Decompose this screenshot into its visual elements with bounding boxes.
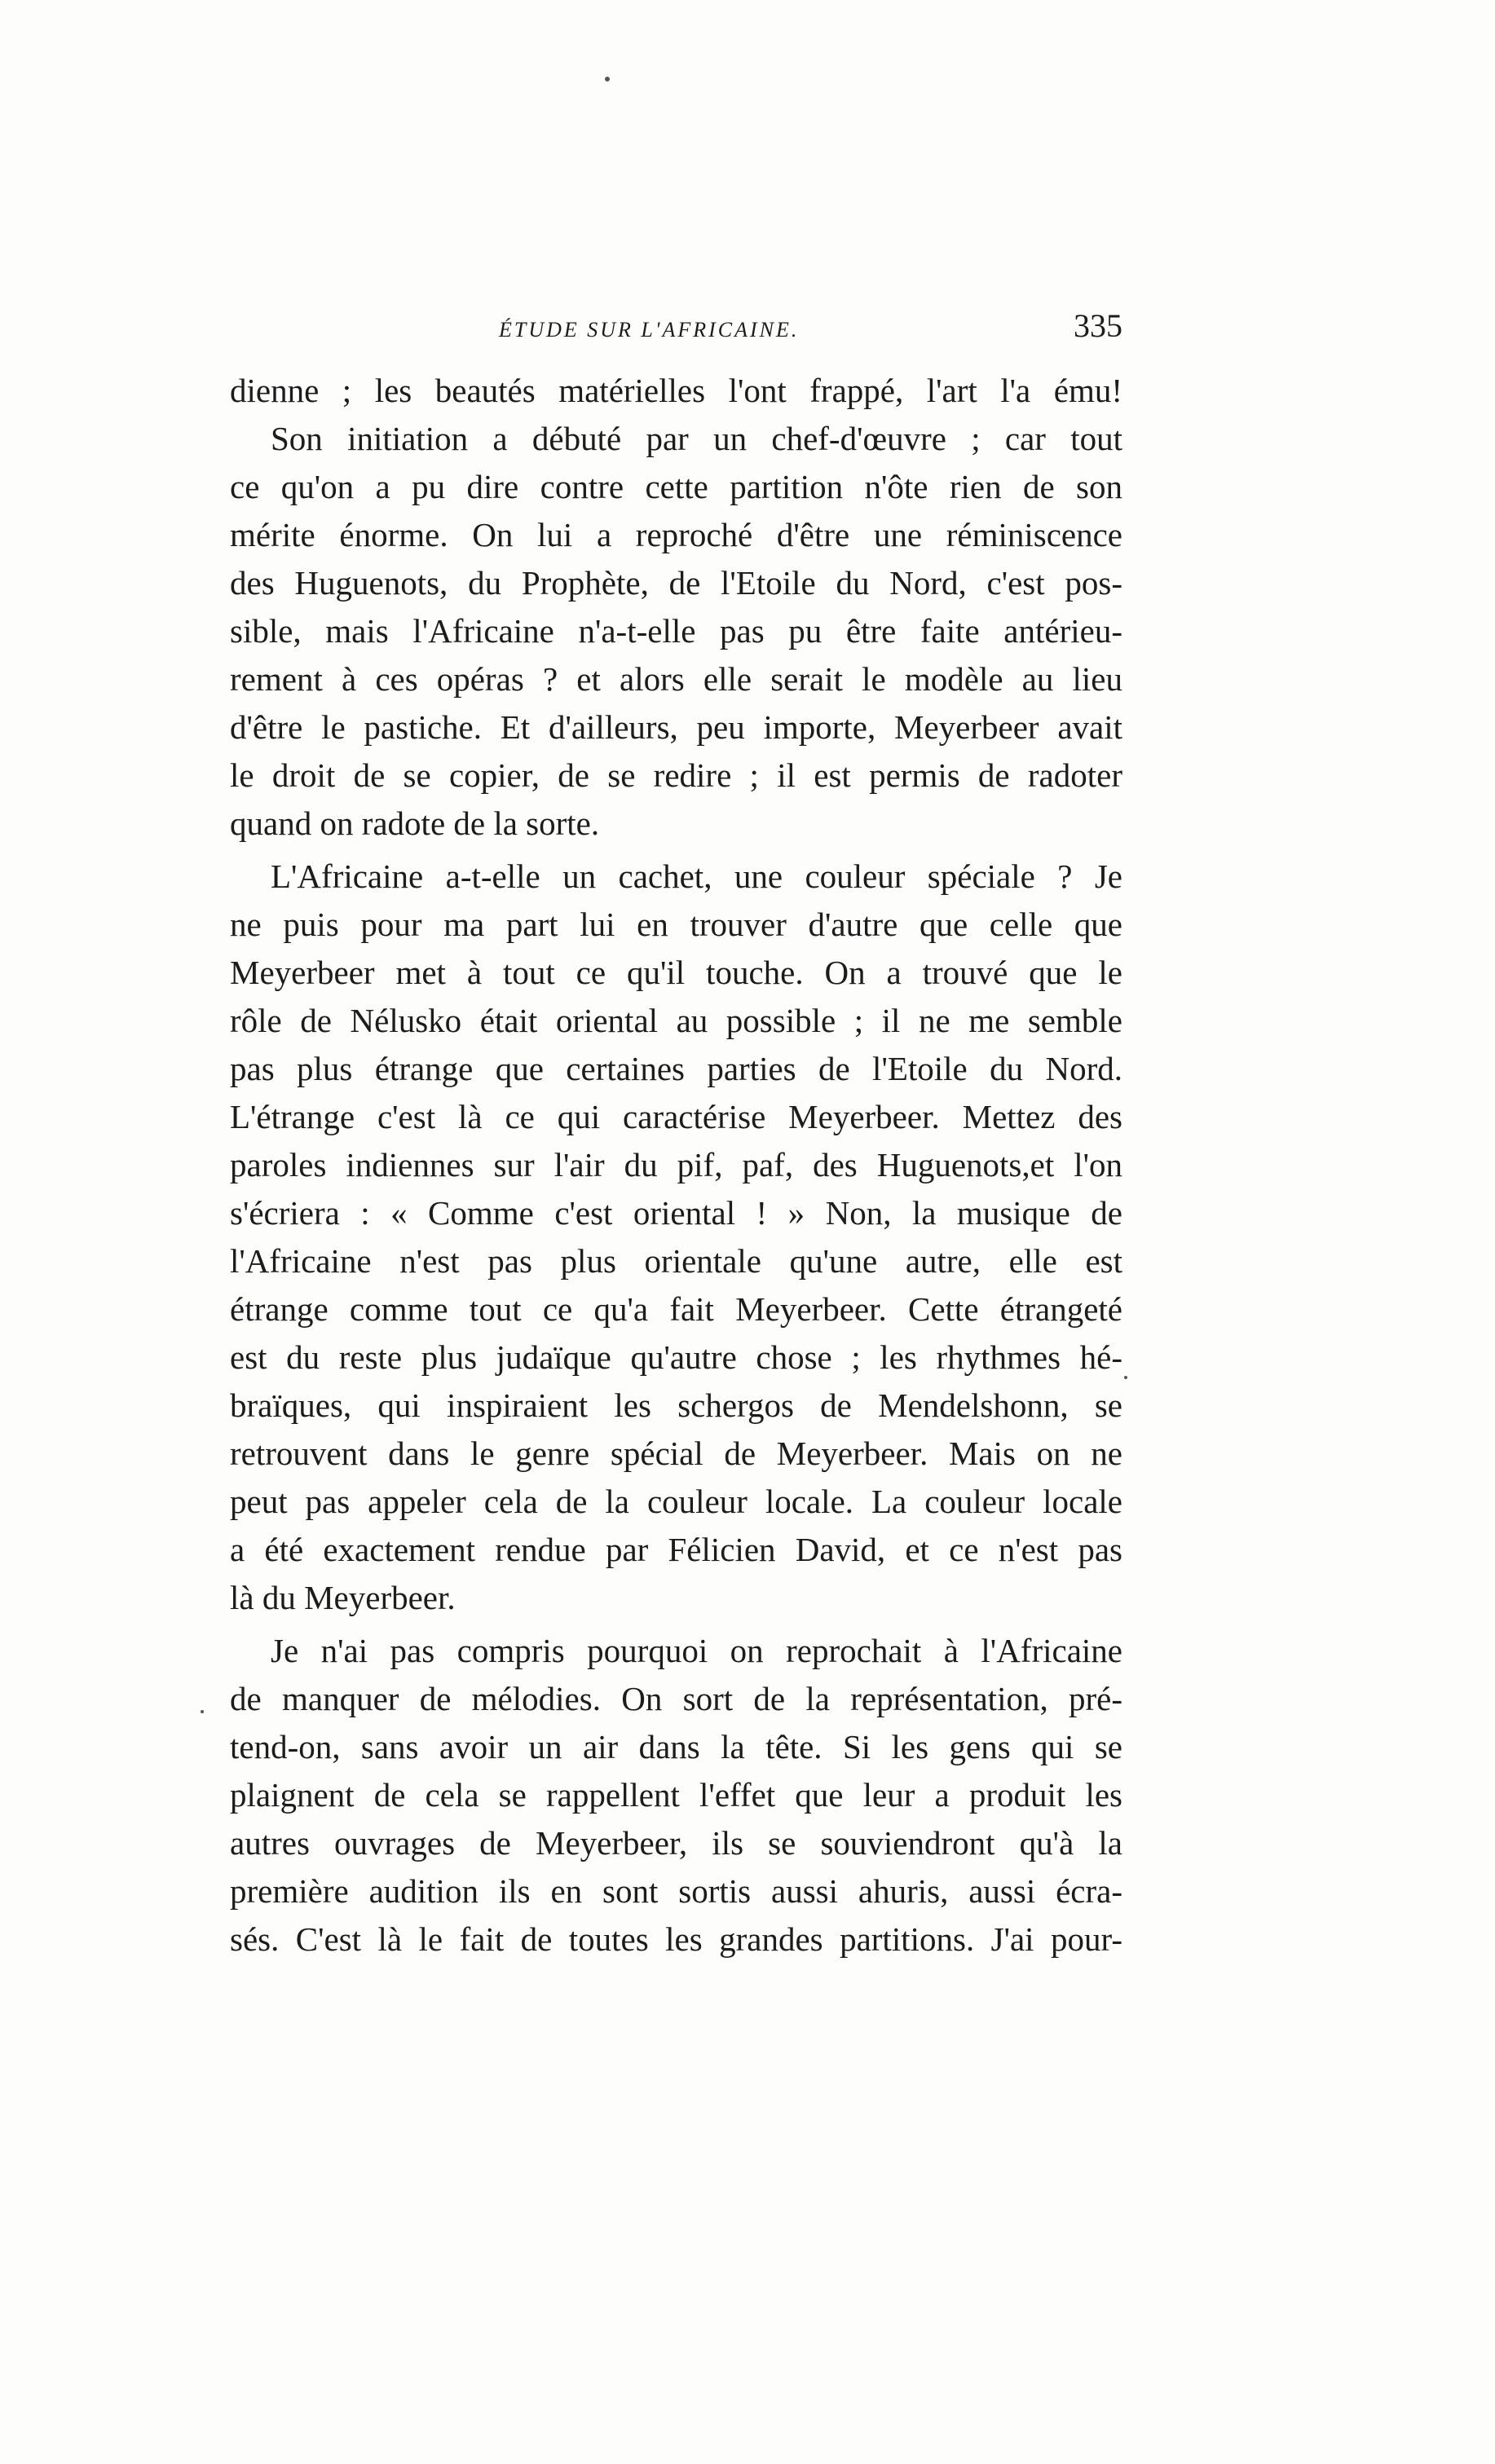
print-speck xyxy=(1124,1376,1127,1379)
text-line: première audition ils en sont sortis aussi ahuris, aussi écra- xyxy=(230,1872,1122,1910)
text-line: retrouvent dans le genre spécial de Meyerbeer. Mais on ne xyxy=(230,1435,1122,1472)
text-line: est du reste plus judaïque qu'autre chose ; les rhythmes hé- xyxy=(230,1338,1122,1376)
page-number: 335 xyxy=(1074,307,1122,344)
text-line: peut pas appeler cela de la couleur locale. La couleur locale xyxy=(230,1483,1122,1520)
text-line: le droit de se copier, de se redire ; il est permis de radoter xyxy=(230,756,1122,794)
page-header xyxy=(230,306,1122,355)
text-line: Je n'ai pas compris pourquoi on reprochait à l'Africaine xyxy=(271,1632,1122,1669)
text-line: là du Meyerbeer. xyxy=(230,1579,456,1616)
text-line: rement à ces opéras ? et alors elle serait le modèle au lieu xyxy=(230,660,1122,698)
text-line: L'étrange c'est là ce qui caractérise Meyerbeer. Mettez des xyxy=(230,1098,1122,1135)
text-line: d'être le pastiche. Et d'ailleurs, peu importe, Meyerbeer avait xyxy=(230,708,1122,746)
text-line: sible, mais l'Africaine n'a-t-elle pas pu être faite antérieu- xyxy=(230,612,1122,650)
text-line: de manquer de mélodies. On sort de la représentation, pré- xyxy=(230,1680,1122,1717)
text-line: ce qu'on a pu dire contre cette partition n'ôte rien de son xyxy=(230,468,1122,505)
text-line: a été exactement rendue par Félicien David, et ce n'est pas xyxy=(230,1531,1122,1568)
text-line: l'Africaine n'est pas plus orientale qu'une autre, elle est xyxy=(230,1242,1122,1280)
print-speck xyxy=(201,1710,204,1713)
print-speck xyxy=(605,77,610,82)
text-line: Son initiation a débuté par un chef-d'œuvre ; car tout xyxy=(271,420,1122,457)
text-line: s'écriera : « Comme c'est oriental ! » Non, la musique de xyxy=(230,1194,1122,1232)
text-line: rôle de Nélusko était oriental au possible ; il ne me semble xyxy=(230,1002,1122,1039)
text-line: pas plus étrange que certaines parties de l'Etoile du Nord. xyxy=(230,1050,1122,1087)
text-line: mérite énorme. On lui a reproché d'être une réminiscence xyxy=(230,516,1122,553)
text-line: ne puis pour ma part lui en trouver d'autre que celle que xyxy=(230,906,1122,943)
text-line: autres ouvrages de Meyerbeer, ils se souviendront qu'à la xyxy=(230,1824,1122,1862)
body-text xyxy=(230,367,1122,1964)
text-line: paroles indiennes sur l'air du pif, paf, des Huguenots,et l'on xyxy=(230,1146,1122,1184)
text-line: des Huguenots, du Prophète, de l'Etoile du Nord, c'est pos- xyxy=(230,564,1122,602)
text-line: tend-on, sans avoir un air dans la tête. Si les gens qui se xyxy=(230,1728,1122,1765)
text-line: braïques, qui inspiraient les schergos de Mendelshonn, se xyxy=(230,1386,1122,1424)
running-title: ÉTUDE SUR L'AFRICAINE. xyxy=(499,318,800,342)
text-line: quand on radote de la sorte. xyxy=(230,804,600,842)
text-line: dienne ; les beautés matérielles l'ont frappé, l'art l'a ému! xyxy=(230,372,1122,409)
text-line: plaignent de cela se rappellent l'effet que leur a produit les xyxy=(230,1776,1122,1814)
text-line: Meyerbeer met à tout ce qu'il touche. On a trouvé que le xyxy=(230,954,1122,991)
text-line: L'Africaine a-t-elle un cachet, une couleur spéciale ? Je xyxy=(271,857,1122,895)
text-line: étrange comme tout ce qu'a fait Meyerbeer. Cette étrangeté xyxy=(230,1290,1122,1328)
text-line: sés. C'est là le fait de toutes les grandes partitions. J'ai pour- xyxy=(230,1920,1122,1958)
